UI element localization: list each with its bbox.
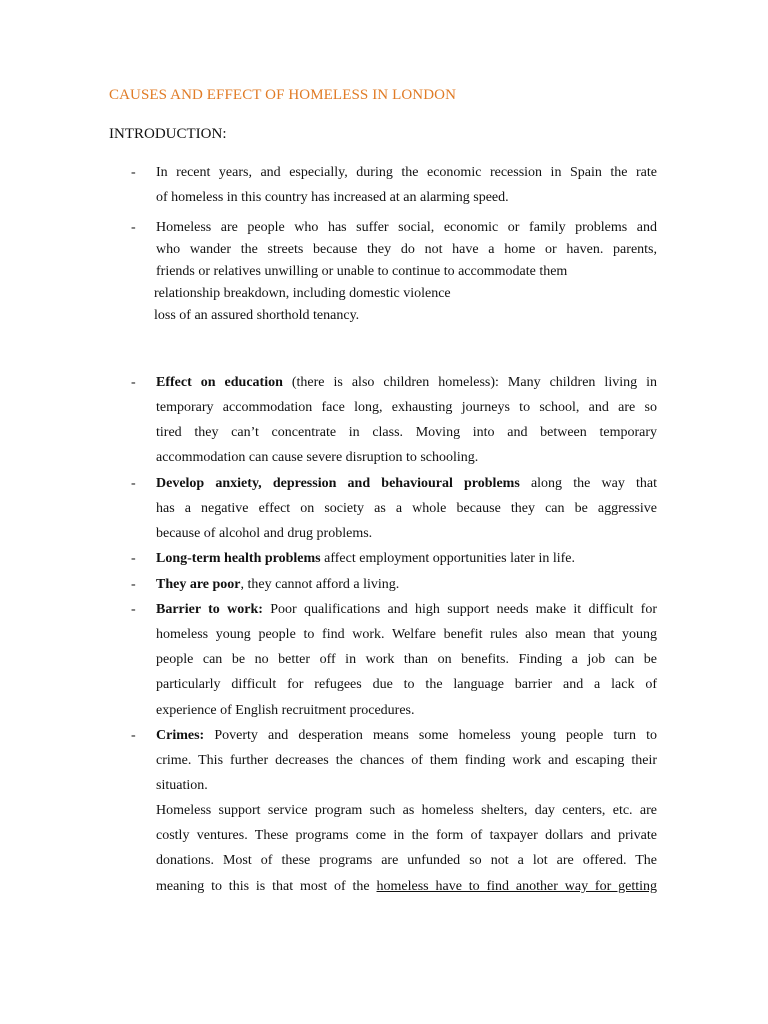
p3-line-3: tired they can’t concentrate in class. Moving into and between temporary (156, 425, 657, 440)
p3-bold-lead: Effect on education (156, 375, 283, 390)
p7-bold-lead: Barrier to work: (156, 602, 263, 617)
p3-line-4: accommodation can cause severe disruption to schooling. (156, 450, 479, 465)
p7-line-3: people can be no better off in work than on benefits. Finding a job can be (156, 652, 657, 667)
p2-line-2: who wander the streets because they do not have a home or haven. parents, (156, 242, 657, 257)
p2-line-3: friends or relatives unwilling or unable to continue to accommodate them (156, 264, 568, 279)
p9-line-3: donations. Most of these programs are unfunded so not a lot are offered. The (156, 853, 657, 868)
p7-line-5: experience of English recruitment procedures. (156, 703, 415, 718)
p9-underlined-text: homeless have to find another way for getting (376, 879, 658, 894)
bullet-dash: - (131, 375, 136, 390)
bullet-dash: - (131, 476, 136, 491)
p7-line-1-rest: Poor qualifications and high support needs make it difficult for (262, 602, 657, 617)
p8-line-3: situation. (156, 778, 208, 793)
p1-line-2: of homeless in this country has increased at an alarming speed. (156, 190, 509, 205)
bullet-dash: - (131, 577, 136, 592)
bullet-dash: - (131, 602, 136, 617)
bullet-dash: - (131, 220, 136, 235)
intro-heading: INTRODUCTION: (109, 126, 227, 142)
bullet-dash: - (131, 728, 136, 743)
p6-bold-lead: They are poor (156, 577, 241, 592)
p3-line-1-rest: (there is also children homeless): Many children living in (282, 375, 657, 390)
p4-line-2: has a negative effect on society as a whole because they can be aggressive (156, 501, 657, 516)
p4-line-3: because of alcohol and drug problems. (156, 526, 373, 541)
p6-line-1 (156, 577, 399, 593)
p6-rest: , they cannot afford a living. (240, 577, 400, 592)
p5-rest: affect employment opportunities later in life. (320, 551, 576, 566)
document-title: CAUSES AND EFFECT OF HOMELESS IN LONDON (109, 87, 456, 103)
p2-line-4: relationship breakdown, including domestic violence (154, 286, 451, 301)
p8-line-1-rest: Poverty and desperation means some homeless young people turn to (204, 728, 657, 743)
p4-line-1 (156, 476, 657, 492)
p2-line-5: loss of an assured shorthold tenancy. (154, 308, 360, 323)
bullet-dash: - (131, 551, 136, 566)
p8-line-2: crime. This further decreases the chances of them finding work and escaping their (156, 753, 657, 768)
p7-line-4: particularly difficult for refugees due to the language barrier and a lack of (156, 677, 657, 692)
p3-line-2: temporary accommodation face long, exhausting journeys to school, and are so (156, 400, 657, 415)
p4-line-1-rest: along the way that (519, 476, 657, 491)
p3-line-1 (156, 375, 657, 391)
p2-line-1: Homeless are people who has suffer social, economic or family problems and (156, 220, 657, 235)
p5-line-1 (156, 551, 575, 567)
p5-bold-lead: Long-term health problems (156, 551, 321, 566)
p4-bold-lead: Develop anxiety, depression and behavioural problems (156, 476, 520, 491)
p9-line-1: Homeless support service program such as homeless shelters, day centers, etc. are (156, 803, 657, 818)
p9-line-4 (156, 879, 657, 895)
p1-line-1: In recent years, and especially, during the economic recession in Spain the rate (156, 165, 657, 180)
p7-line-1 (156, 602, 657, 618)
p8-bold-lead: Crimes: (156, 728, 205, 743)
p7-line-2: homeless young people to find work. Welfare benefit rules also mean that young (156, 627, 657, 642)
bullet-dash: - (131, 165, 136, 180)
p9-line-2: costly ventures. These programs come in the form of taxpayer dollars and private (156, 828, 657, 843)
p8-line-1 (156, 728, 657, 744)
p9-line-4-plain: meaning to this is that most of the (156, 879, 377, 894)
